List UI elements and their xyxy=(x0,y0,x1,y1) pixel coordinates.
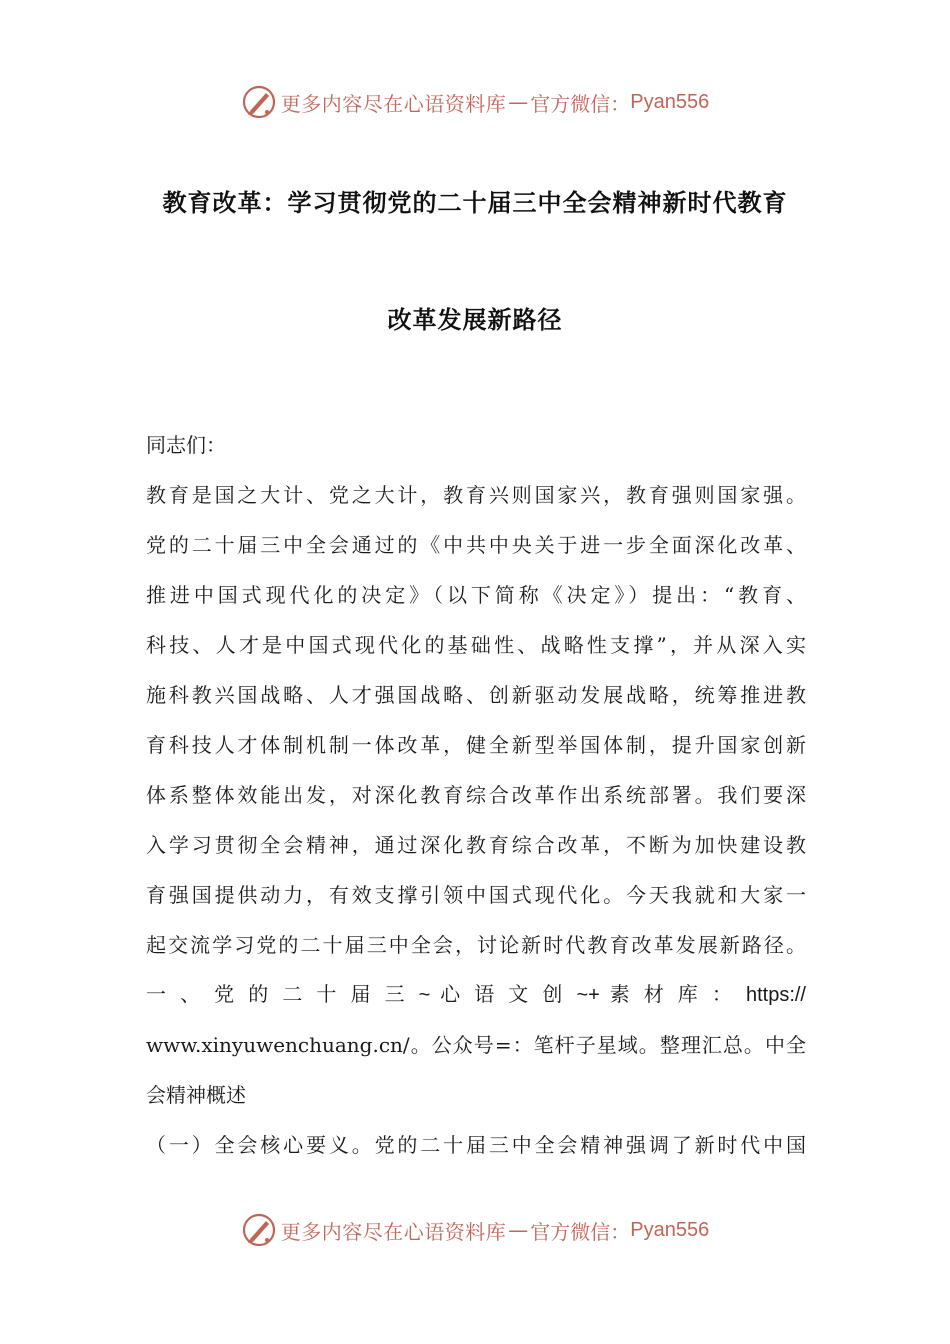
banner-dash: — xyxy=(508,1218,529,1242)
salutation: 同志们： xyxy=(146,433,226,457)
body-line-with-url: www.xinyuwenchuang.cn/。公众号=：笔杆子星域。整理汇总。中全 xyxy=(146,1033,806,1057)
body-line: 施科教兴国战略、人才强国战略、创新驱动发展战略，统筹推进教 xyxy=(146,683,806,707)
banner-official-label: 官方微信： xyxy=(530,91,631,116)
body-line: 会精神概述 xyxy=(146,1083,246,1107)
banner-promo-text: 更多内容尽在心语资料库 xyxy=(280,1219,507,1244)
body-line-with-url: 一 、 党 的 二 十 届 三 ~ 心 语 文 创 ~+ 素 材 库 ： https:// xyxy=(146,984,806,1006)
document-body xyxy=(146,420,806,1170)
body-line: 科技、人才是中国式现代化的基础性、战略性支撑”，并从深入实 xyxy=(146,633,806,657)
banner-official-label: 官方微信： xyxy=(530,1219,631,1244)
pen-logo-icon xyxy=(241,84,277,120)
banner-dash: — xyxy=(508,90,529,114)
banner-wechat-id: Pyan556 xyxy=(630,90,710,113)
body-line: 教育是国之大计、党之大计，教育兴则国家兴，教育强则国家强。 xyxy=(146,483,806,507)
footer-banner xyxy=(0,1210,950,1250)
body-line: （一）全会核心要义。党的二十届三中全会精神强调了新时代中国 xyxy=(146,1133,806,1157)
body-line: 起交流学习党的二十届三中全会，讨论新时代教育改革发展新路径。 xyxy=(146,933,806,957)
body-line: 体系整体效能出发，对深化教育综合改革作出系统部署。我们要深 xyxy=(146,783,806,807)
body-line: 推进中国式现代化的决定》（以下简称《决定》）提出：“教育、 xyxy=(146,583,806,607)
banner-wechat-id: Pyan556 xyxy=(630,1218,710,1241)
header-banner xyxy=(0,82,950,122)
document-title-line2: 改革发展新路径 xyxy=(387,306,563,334)
document-title-line1: 教育改革：学习贯彻党的二十届三中全会精神新时代教育 xyxy=(162,189,788,217)
body-line: 党的二十届三中全会通过的《中共中央关于进一步全面深化改革、 xyxy=(146,533,806,557)
body-line: 育科技人才体制机制一体改革，健全新型举国体制，提升国家创新 xyxy=(146,733,806,757)
banner-promo-text: 更多内容尽在心语资料库 xyxy=(280,91,507,116)
body-line: 入学习贯彻全会精神，通过深化教育综合改革，不断为加快建设教 xyxy=(146,833,806,857)
pen-logo-icon xyxy=(241,1212,277,1248)
body-line: 育强国提供动力，有效支撑引领中国式现代化。今天我就和大家一 xyxy=(146,883,806,907)
